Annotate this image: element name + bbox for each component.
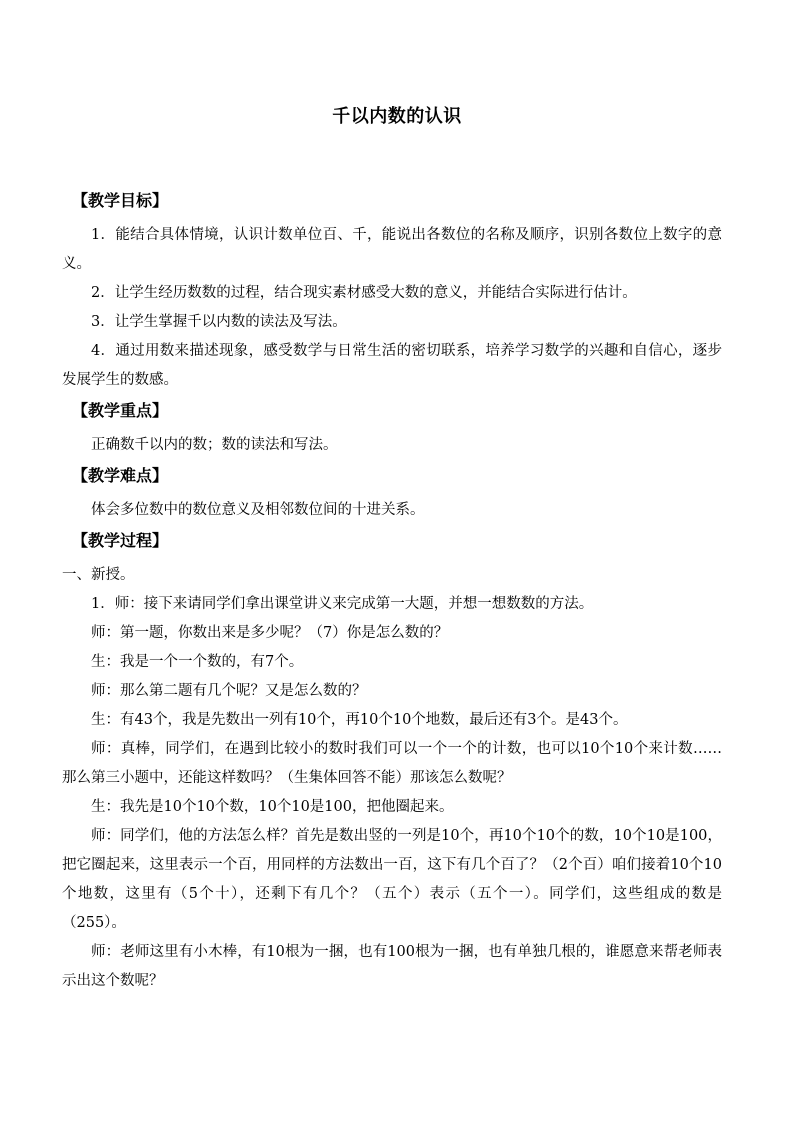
goal-item-3: 3．让学生掌握千以内数的读法及写法。 [91,314,347,330]
process-paragraph: 1．师：接下来请同学们拿出课堂讲义来完成第一大题，并想一想数数的方法。 [91,596,594,612]
process-part1-title: 一、新授。 [62,567,135,583]
goal-item-4: 4．通过用数来描述现象，感受数学与日常生活的密切联系，培养学习数学的兴趣和自信心，逐步发展学生的数感。 [62,343,722,388]
process-paragraph: 师：老师这里有小木棒，有10根为一捆，也有100根为一捆，也有单独几根的，谁愿意来帮老师表示出这个数呢？ [62,944,722,989]
process-paragraph: 生：我先是10个10个数，10个10是100，把他圈起来。 [91,799,454,815]
goal-item-1: 1．能结合具体情境，认识计数单位百、千，能说出各数位的名称及顺序，识别各数位上数字的意义。 [62,227,722,272]
difficulties-text: 体会多位数中的数位意义及相邻数位间的十进关系。 [91,502,425,518]
section-heading-goals: 【教学目标】 [72,191,169,210]
document-body [62,185,722,996]
process-paragraph: 师：同学们，他的方法怎么样？首先是数出竖的一列是10个，再10个10个的数，10个10是100，把它圈起来，这里表示一个百，用同样的方法数出一百，这下有几个百了？（2个百）咱们接着10个10个地数，这里有（5个十），还剩下有几个？（五个）表示（五个一）。同学们，这些组成的数是（255）。 [62,828,722,931]
section-heading-difficulties: 【教学难点】 [72,466,169,485]
key-points-text: 正确数千以内的数；数的读法和写法。 [91,437,338,453]
goal-item-2: 2．让学生经历数数的过程，结合现实素材感受大数的意义，并能结合实际进行估计。 [91,285,637,301]
document-title: 千以内数的认识 [332,106,462,127]
process-paragraph: 生：我是一个一个数的，有7个。 [91,654,304,670]
process-paragraph: 师：真棒，同学们，在遇到比较小的数时我们可以一个一个的计数，也可以10个10个来计数……那么第三小题中，还能这样数吗？（生集体回答不能）那该怎么数呢？ [62,741,722,786]
section-heading-key-points: 【教学重点】 [72,401,169,420]
section-heading-process: 【教学过程】 [72,531,169,550]
process-paragraph: 师：第一题，你数出来是多少呢？（7）你是怎么数的？ [91,625,449,641]
process-paragraph: 师：那么第二题有几个呢？又是怎么数的？ [91,683,367,699]
process-paragraph: 生：有43个，我是先数出一列有10个，再10个10个地数，最后还有3个。是43个。 [91,712,628,728]
